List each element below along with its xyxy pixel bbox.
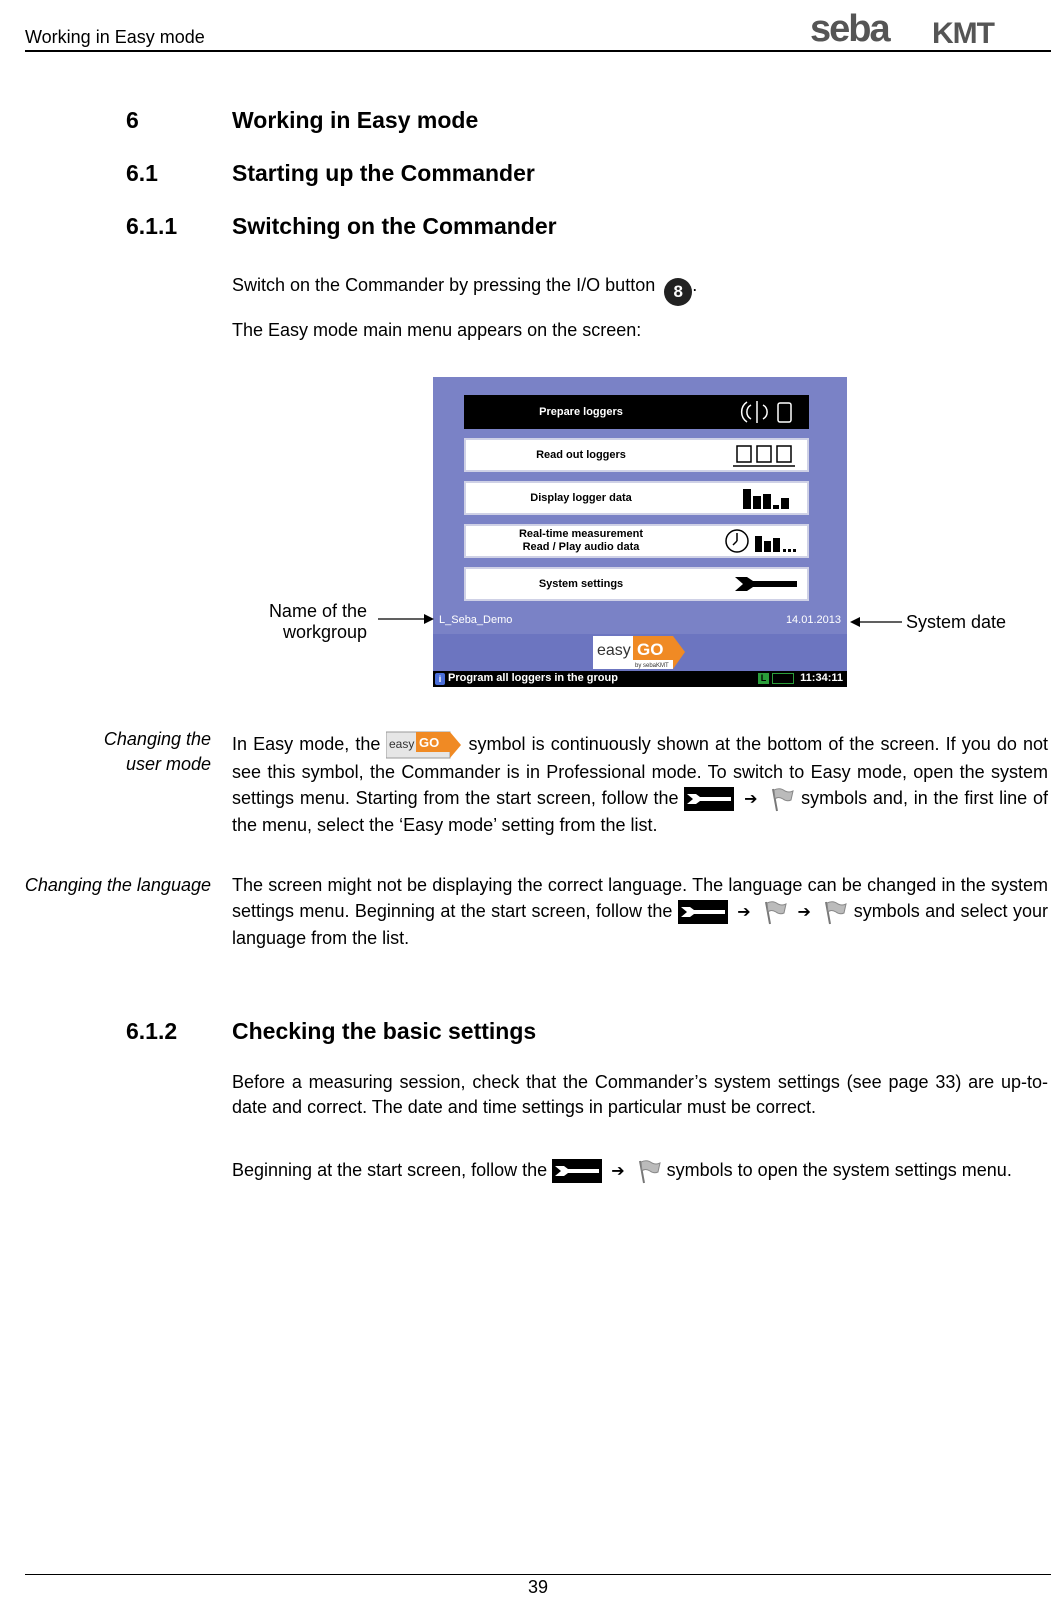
battery-icon	[772, 673, 794, 684]
wrench-icon	[552, 1159, 602, 1183]
menu-display-logger-data[interactable]: Display logger data	[464, 481, 809, 515]
workgroup-name: L_Seba_Demo	[439, 614, 513, 626]
system-date-arrow	[850, 615, 902, 629]
user-mode-paragraph: In Easy mode, the easy GO symbol is continuously shown at the bottom of the screen. If you do not see this symbol, the Commander is in Professional mode. To switch to Easy mode, open the system settings menu. Starting from the start screen, follow the ➔ symbols and, in the first line of the menu, select the ‘Easy mode’ setting from the list.	[232, 730, 1048, 838]
header-rule	[25, 50, 1051, 52]
section-title: Starting up the Commander	[232, 160, 535, 186]
switch-on-paragraph: Switch on the Commander by pressing the I/O button 8 .	[232, 273, 1048, 306]
clock-bars-icon	[725, 528, 801, 554]
language-paragraph: The screen might not be displaying the correct language. The language can be changed in the system settings menu. Beginning at the start screen, follow the ➔ ➔ symbols and select your language from the list.	[232, 875, 1048, 948]
section-number: 6.1	[126, 160, 158, 186]
svg-text:GO: GO	[419, 735, 440, 750]
svg-text:easy: easy	[389, 737, 415, 751]
arrow-right-icon: ➔	[611, 1162, 625, 1180]
flag-icon	[820, 898, 848, 926]
svg-text:by sebaKMT: by sebaKMT	[635, 663, 669, 669]
arrow-right-icon: ➔	[744, 790, 758, 808]
info-icon: i	[435, 673, 445, 685]
svg-text:KMT: KMT	[932, 17, 994, 46]
system-date: 14.01.2013	[785, 614, 841, 626]
logo-strip	[433, 634, 847, 671]
easygo-logo	[593, 636, 687, 669]
basic-settings-paragraph: Before a measuring session, check that the Commander’s system settings (see page 33) are up-to-date and correct. The date and time settings in particular must be correct.	[232, 1072, 1048, 1117]
battery-label: L	[758, 673, 769, 684]
workgroup-annotation: Name of the workgroup	[268, 601, 367, 642]
section-number: 6.1.2	[126, 1018, 178, 1044]
section-number: 6	[126, 107, 139, 133]
page-number: 39	[527, 1577, 549, 1597]
svg-text:seba: seba	[810, 10, 889, 46]
system-date-annotation: System date	[906, 612, 1007, 632]
three-loggers-icon	[731, 442, 801, 468]
section-number: 6.1.1	[126, 213, 178, 239]
wrench-icon	[731, 571, 801, 597]
status-info-text: Program all loggers in the group	[448, 672, 618, 684]
wrench-icon	[684, 787, 734, 811]
open-settings-paragraph: Beginning at the start screen, follow the ➔ symbols to open the system settings menu.	[232, 1157, 1048, 1185]
flag-icon	[760, 898, 788, 926]
menu-real-time-measurement[interactable]: Real-time measurement Read / Play audio data	[464, 524, 809, 558]
arrow-right-icon: ➔	[797, 903, 811, 921]
side-note-user-mode: Changing the user mode	[103, 729, 211, 774]
menu-system-settings[interactable]: System settings	[464, 567, 809, 601]
bar-chart-icon	[731, 485, 801, 511]
menu-read-out-loggers[interactable]: Read out loggers	[464, 438, 809, 472]
easygo-icon	[386, 730, 462, 760]
menu-prepare-loggers[interactable]: Prepare loggers	[464, 395, 809, 429]
status-time: 11:34:11	[800, 672, 843, 684]
svg-text:GO: GO	[637, 640, 664, 659]
io-button-badge: 8	[664, 278, 692, 306]
flag-icon	[767, 785, 795, 813]
side-note-language: Changing the language	[24, 875, 211, 895]
section-title: Checking the basic settings	[232, 1018, 537, 1044]
status-bar	[433, 671, 847, 687]
svg-text:easy: easy	[597, 642, 631, 659]
arrow-right-icon: ➔	[737, 903, 751, 921]
header-title: Working in Easy mode	[25, 27, 205, 47]
wrench-icon	[678, 900, 728, 924]
menu-appears-paragraph: The Easy mode main menu appears on the screen:	[232, 320, 642, 340]
section-title: Working in Easy mode	[232, 107, 479, 133]
sebakmt-logo	[808, 10, 1046, 46]
device-screen	[433, 377, 847, 687]
workgroup-arrow	[378, 612, 434, 626]
antenna-logger-icon	[731, 399, 801, 425]
flag-icon	[634, 1157, 662, 1185]
section-title: Switching on the Commander	[232, 213, 557, 239]
footer-rule	[25, 1574, 1051, 1575]
